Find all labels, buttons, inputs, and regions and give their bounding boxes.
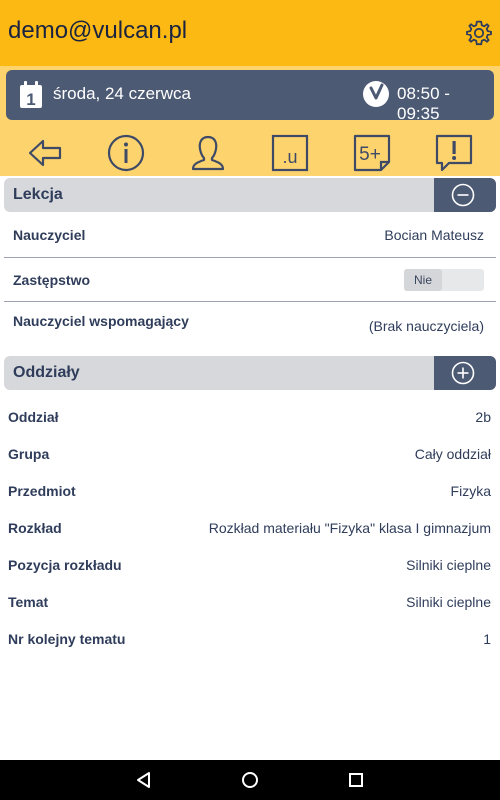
detail-value: Rozkład materiału "Fizyka" klasa I gimnazjum bbox=[208, 520, 491, 536]
attendance-u-icon[interactable] bbox=[269, 132, 311, 174]
teacher-row bbox=[4, 227, 496, 247]
calendar-icon bbox=[19, 81, 43, 109]
svg-text:5+: 5+ bbox=[359, 144, 381, 165]
alert-icon[interactable] bbox=[433, 132, 475, 174]
lesson-date: środa, 24 czerwca bbox=[53, 84, 191, 103]
account-email: demo@vulcan.pl bbox=[8, 17, 188, 44]
grade-5plus-icon[interactable] bbox=[351, 132, 393, 174]
substitution-toggle[interactable] bbox=[404, 269, 484, 291]
detail-value: 1 bbox=[483, 631, 491, 647]
assistant-teacher-value: (Brak nauczyciela) bbox=[368, 318, 484, 334]
detail-value: Silniki cieplne bbox=[406, 594, 491, 610]
teacher-label: Nauczyciel bbox=[13, 227, 86, 243]
detail-label: Oddział bbox=[8, 409, 59, 425]
detail-label: Temat bbox=[8, 594, 49, 610]
info-icon[interactable] bbox=[105, 132, 147, 174]
recents-icon[interactable] bbox=[346, 770, 366, 790]
oddzialy-section-header bbox=[4, 356, 496, 390]
assistant-teacher-row bbox=[4, 313, 496, 337]
assistant-teacher-label: Nauczyciel wspomagający bbox=[13, 313, 189, 329]
svg-text:1: 1 bbox=[26, 90, 36, 109]
substitution-row bbox=[4, 268, 496, 294]
clock-icon bbox=[362, 80, 390, 108]
plus-circle-icon bbox=[451, 361, 475, 385]
add-button[interactable] bbox=[434, 356, 496, 390]
detail-label: Grupa bbox=[8, 446, 50, 462]
toggle-state: Nie bbox=[404, 269, 442, 291]
divider bbox=[4, 257, 496, 258]
lekcja-section-header bbox=[4, 178, 496, 212]
home-icon[interactable] bbox=[240, 770, 260, 790]
back-icon[interactable] bbox=[134, 770, 154, 790]
app-header bbox=[0, 0, 500, 66]
system-nav-bar bbox=[0, 760, 500, 800]
collapse-button[interactable] bbox=[434, 178, 496, 212]
substitution-label: Zastępstwo bbox=[13, 272, 91, 288]
detail-label: Nr kolejny tematu bbox=[8, 631, 126, 647]
oddzialy-title: Oddziały bbox=[13, 364, 80, 381]
detail-label: Rozkład bbox=[8, 520, 62, 536]
person-icon[interactable] bbox=[187, 132, 229, 174]
detail-label: Przedmiot bbox=[8, 483, 76, 499]
detail-label: Pozycja rozkładu bbox=[8, 557, 122, 573]
lesson-time: 08:50 - 09:35 bbox=[397, 84, 450, 123]
lesson-date-box bbox=[6, 70, 494, 123]
gear-icon[interactable] bbox=[465, 19, 493, 47]
minus-circle-icon bbox=[451, 183, 475, 207]
teacher-value: Bocian Mateusz bbox=[384, 227, 484, 243]
back-arrow-icon[interactable] bbox=[24, 132, 66, 174]
detail-value: Silniki cieplne bbox=[406, 557, 491, 573]
lesson-bar bbox=[0, 66, 500, 176]
divider bbox=[4, 301, 496, 302]
detail-value: Fizyka bbox=[450, 483, 491, 499]
lekcja-title: Lekcja bbox=[13, 186, 63, 203]
lesson-toolbar bbox=[0, 130, 500, 176]
detail-value: 2b bbox=[475, 409, 491, 425]
detail-value: Cały oddział bbox=[414, 446, 491, 462]
svg-text:.u: .u bbox=[282, 147, 298, 167]
